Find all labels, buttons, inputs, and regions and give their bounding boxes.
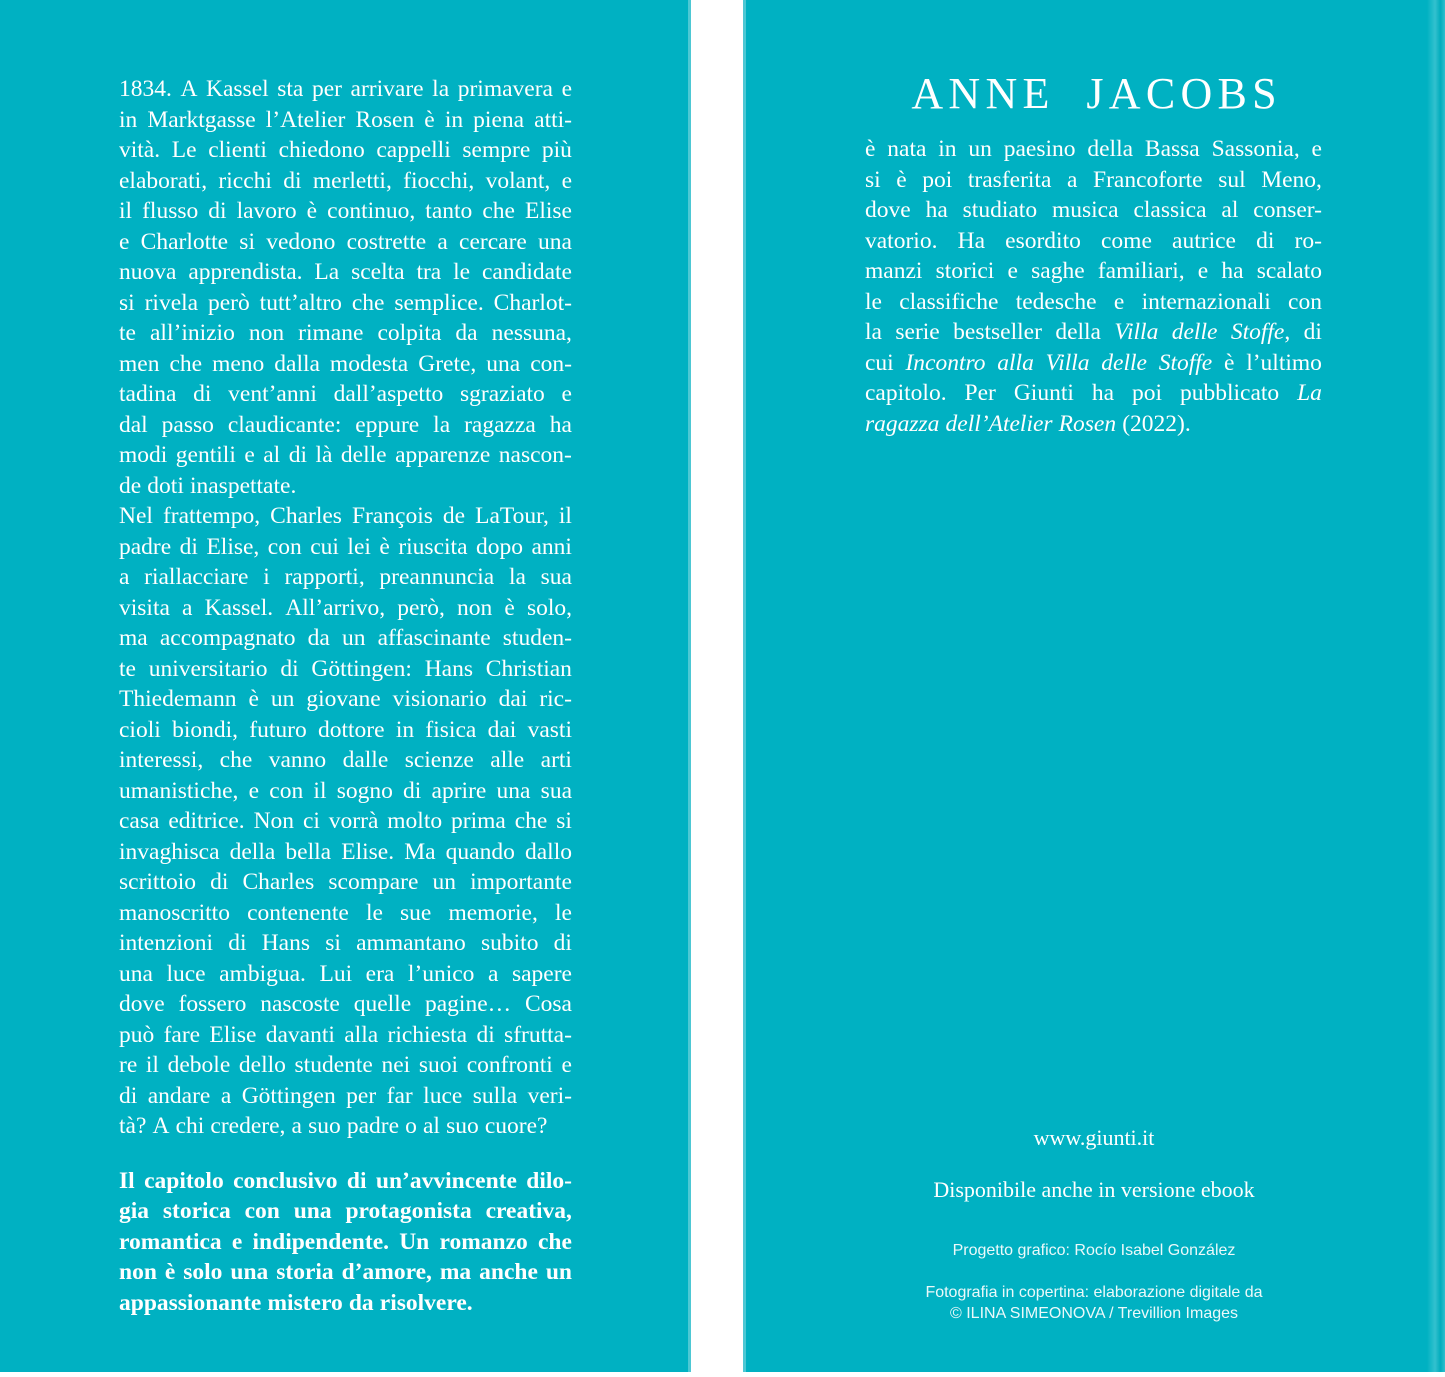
paragraph	[119, 1166, 572, 1319]
text-line: le classifiche tedesche e internazionali con	[865, 288, 1322, 315]
synopsis-paragraphs	[119, 74, 572, 1142]
text-line: capitolo. Per Giunti ha poi pubblicato La	[865, 380, 1322, 406]
text-line: intenzioni di Hans si ammantano subito di	[119, 930, 572, 956]
text-line: è nata in un paesino della Bassa Sassonia, e	[865, 136, 1322, 162]
text-line: Nel frattempo, Charles François de LaTour, il	[119, 503, 572, 529]
text-line: casa editrice. Non ci vorrà molto prima che si	[119, 808, 572, 834]
text-line: te all’inizio non rimane colpita da nessuna,	[119, 320, 572, 346]
text-line: a riallacciare i rapporti, preannuncia la sua	[119, 564, 572, 590]
text-line: te universitario di Göttingen: Hans Christian	[119, 655, 572, 682]
photo-credit-line: © ILINA SIMEONOVA / Trevillion Images	[949, 1305, 1239, 1322]
text-line: dove ha studiato musica classica al conser-	[865, 197, 1322, 223]
text-line: Thiedemann è un giovane visionario dai ric-	[119, 686, 572, 712]
text-line: cui Incontro alla Villa delle Stoffe è l’ultimo	[865, 349, 1322, 376]
left-flap-panel	[0, 0, 691, 1372]
text-line: ragazza dell’Atelier Rosen (2022).	[865, 410, 1191, 437]
text-line: Il capitolo conclusivo di un’avvincente dilo-	[119, 1167, 572, 1194]
text-line: re il debole dello studente nei suoi confronti e	[119, 1052, 572, 1078]
paragraph	[119, 74, 572, 501]
author-bio	[865, 134, 1322, 439]
publisher-website: www.giunti.it	[1033, 1125, 1155, 1150]
paragraph	[865, 134, 1322, 439]
text-line: interessi, che vanno dalle scienze alle arti	[119, 747, 572, 773]
text-line: ma accompagnato da un affascinante studen-	[119, 625, 572, 651]
text-line: umanistiche, e con il sogno di aprire una sua	[119, 777, 572, 804]
text-line: nuova apprendista. La scelta tra le candidate	[119, 259, 572, 285]
text-line: cioli biondi, futuro dottore in fisica dai vasti	[119, 716, 572, 743]
text-line: gia storica con una protagonista creativa,	[119, 1198, 572, 1224]
photo-credit	[743, 1282, 1445, 1324]
text-line: manzi storici e saghe familiari, e ha scalato	[865, 258, 1322, 284]
text-line: si rivela però tutt’altro che semplice. Charlot-	[119, 289, 572, 316]
text-line: si è poi trasferita a Francoforte sul Meno,	[865, 166, 1322, 193]
author-name-title: ANNE JACOBS	[911, 69, 1282, 118]
text-line: e Charlotte si vedono costrette a cercare una	[119, 228, 572, 255]
text-line: una luce ambigua. Lui era l’unico a sapere	[119, 960, 572, 987]
design-credit: Progetto grafico: Rocío Isabel González	[952, 1242, 1236, 1259]
text-line: appassionante mistero da risolvere.	[119, 1289, 473, 1316]
paragraph	[119, 501, 572, 1142]
highlight-text	[119, 1166, 572, 1319]
text-line: 1834. A Kassel sta per arrivare la primavera e	[119, 76, 572, 102]
text-line: elaborati, ricchi di merletti, fiocchi, volant, e	[119, 167, 572, 194]
text-line: vatorio. Ha esordito come autrice di ro-	[865, 227, 1322, 254]
text-line: scrittoio di Charles scompare un importante	[119, 869, 572, 895]
photo-credit-line: Fotografia in copertina: elaborazione digitale da	[925, 1284, 1263, 1301]
text-line: invaghisca della bella Elise. Ma quando dallo	[119, 838, 572, 865]
right-flap-panel	[743, 0, 1445, 1372]
text-line: la serie bestseller della Villa delle Stoffe, di	[865, 319, 1322, 345]
text-line: vità. Le clienti chiedono cappelli sempre più	[119, 137, 572, 163]
text-line: di andare a Göttingen per far luce sulla veri-	[119, 1082, 572, 1109]
text-line: visita a Kassel. All’arrivo, però, non è solo,	[119, 594, 572, 621]
text-line: può fare Elise davanti alla richiesta di sfrutta-	[119, 1021, 572, 1048]
text-line: de doti inaspettate.	[119, 472, 297, 499]
text-line: dove fossero nascoste quelle pagine… Cosa	[119, 991, 572, 1017]
text-line: tadina di vent’anni dall’aspetto sgraziato e	[119, 381, 572, 407]
ebook-availability-note: Disponibile anche in versione ebook	[933, 1177, 1255, 1202]
text-line: men che meno dalla modesta Grete, una con-	[119, 350, 572, 377]
text-line: padre di Elise, con cui lei è riuscita dopo anni	[119, 533, 572, 560]
text-line: modi gentili e al di là delle apparenze nascon-	[119, 442, 572, 468]
text-line: dal passo claudicante: eppure la ragazza ha	[119, 411, 572, 438]
text-line: non è solo una storia d’amore, ma anche un	[119, 1259, 572, 1285]
text-line: romantica e indipendente. Un romanzo che	[119, 1228, 572, 1255]
text-line: il flusso di lavoro è continuo, tanto che Elise	[119, 198, 572, 224]
text-line: in Marktgasse l’Atelier Rosen è in piena atti-	[119, 106, 572, 133]
synopsis-text	[119, 74, 572, 1318]
text-line: manoscritto contenente le sue memorie, le	[119, 899, 572, 926]
text-line: tà? A chi credere, a suo padre o al suo cuore?	[119, 1113, 548, 1139]
